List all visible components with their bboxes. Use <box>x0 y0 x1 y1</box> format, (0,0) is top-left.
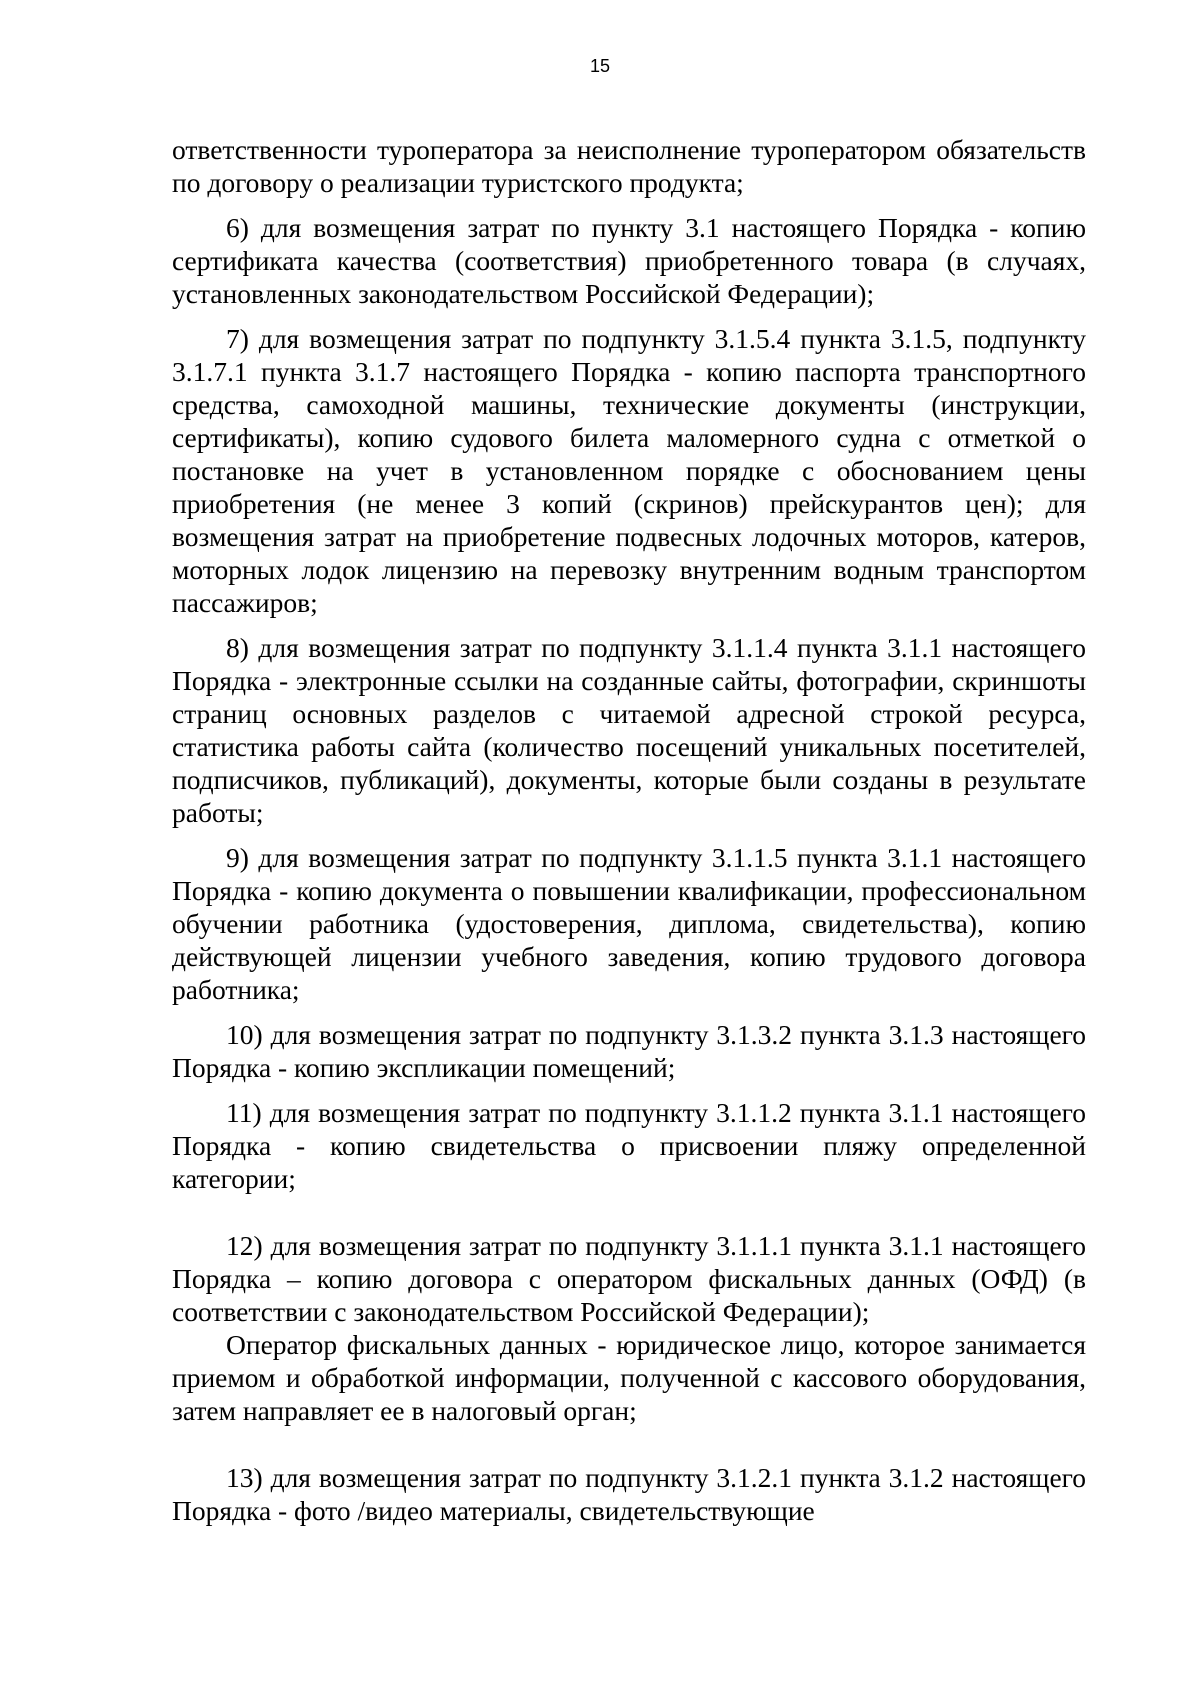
paragraph-item-12: 12) для возмещения затрат по подпункту 3.1.1.1 пункта 3.1.1 настоящего Порядка – копию договора с оператором фискальных данных (ОФД) (в соответствии с законодательством Российской Федерации); <box>172 1230 1086 1327</box>
document-body <box>172 133 1086 1527</box>
paragraph-continuation: ответственности туроператора за неисполнение туроператором обязательств по договору о реализации туристского продукта; <box>172 134 1086 198</box>
paragraph-item-9: 9) для возмещения затрат по подпункту 3.1.1.5 пункта 3.1.1 настоящего Порядка - копию документа о повышении квалификации, профессиональном обучении работника (удостоверения, диплома, свидетельства), копию действующей лицензии учебного заведения, копию трудового договора работника; <box>172 842 1086 1005</box>
paragraph-ofd-definition: Оператор фискальных данных - юридическое лицо, которое занимается приемом и обработкой информации, полученной с кассового оборудования, затем направляет ее в налоговый орган; <box>172 1329 1086 1426</box>
paragraph-item-8: 8) для возмещения затрат по подпункту 3.1.1.4 пункта 3.1.1 настоящего Порядка - электронные ссылки на созданные сайты, фотографии, скриншоты страниц основных разделов с читаемой адресной строкой ресурса, статистика работы сайта (количество посещений уникальных посетителей, подписчиков, публикаций), документы, которые были созданы в результате работы; <box>172 632 1086 828</box>
paragraph-item-11: 11) для возмещения затрат по подпункту 3.1.1.2 пункта 3.1.1 настоящего Порядка - копию свидетельства о присвоении пляжу определенной категории; <box>172 1097 1086 1194</box>
paragraph-item-10: 10) для возмещения затрат по подпункту 3.1.3.2 пункта 3.1.3 настоящего Порядка - копию экспликации помещений; <box>172 1019 1086 1083</box>
paragraph-item-7: 7) для возмещения затрат по подпункту 3.1.5.4 пункта 3.1.5, подпункту 3.1.7.1 пункта 3.1.7 настоящего Порядка - копию паспорта транспортного средства, самоходной машины, технические документы (инструкции, сертификаты), копию судового билета маломерного судна с отметкой о постановке на учет в установленном порядке с обоснованием цены приобретения (не менее 3 копий (скринов) прейскурантов цен); для возмещения затрат на приобретение подвесных лодочных моторов, катеров, моторных лодок лицензию на перевозку внутренним водным транспортом пассажиров; <box>172 323 1086 618</box>
paragraph-item-6: 6) для возмещения затрат по пункту 3.1 настоящего Порядка - копию сертификата качества (соответствия) приобретенного товара (в случаях, установленных законодательством Российской Федерации); <box>172 212 1086 309</box>
page-number: 15 <box>589 56 611 76</box>
paragraph-item-13: 13) для возмещения затрат по подпункту 3.1.2.1 пункта 3.1.2 настоящего Порядка - фото /видео материалы, свидетельствующие <box>172 1462 1086 1526</box>
